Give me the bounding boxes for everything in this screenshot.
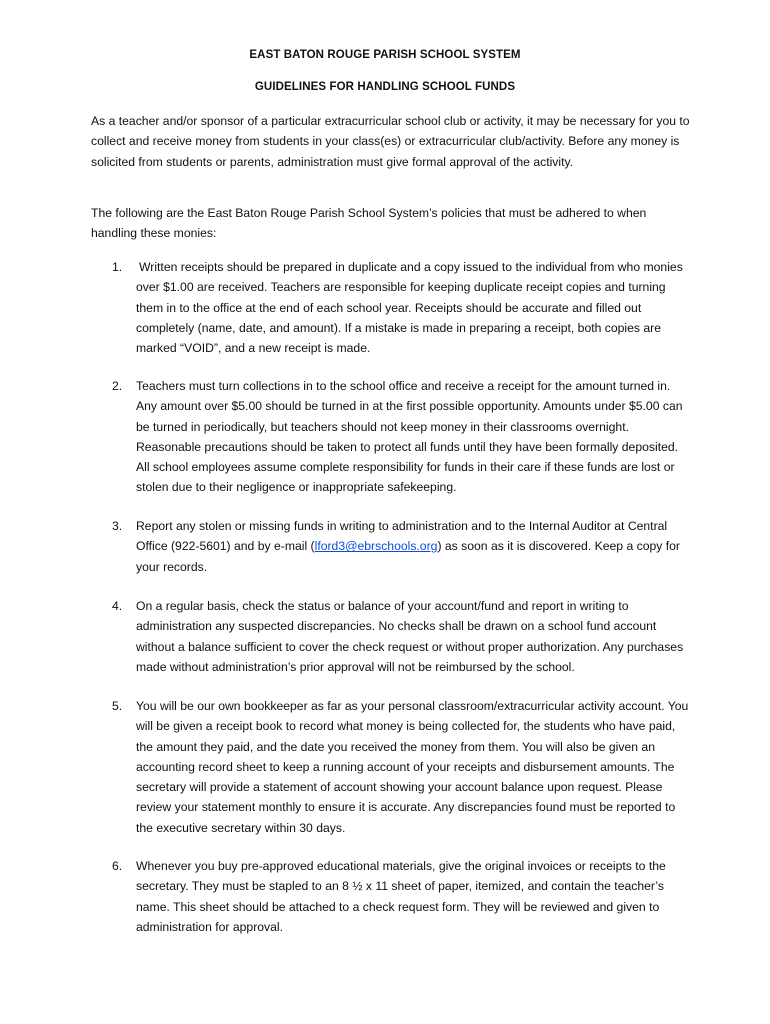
list-item-text-after: ) as soon as it is discovered. Keep a copy for your records. — [136, 539, 680, 574]
list-item-text-before: Report any stolen or missing funds in writing to administration and to the Internal Auditor at Central Office (922-5601) and by e-mail ( — [136, 519, 668, 554]
policy-paragraph: The following are the East Baton Rouge Parish School System’s policies that must be adhered to when handling these monies: — [91, 206, 647, 241]
list-item-number: 4. — [112, 599, 123, 613]
list-item-number: 6. — [112, 859, 123, 873]
list-item-text: On a regular basis, check the status or balance of your account/fund and report in writing to administration any suspected discrepancies. No checks shall be drawn on a school fund account without a balance sufficient to cover the check request or without proper authorization. Any purchases made without administration’s prior approval will not be reimbursed by the school. — [136, 599, 684, 674]
list-item-text: Teachers must turn collections in to the school office and receive a receipt for the amount turned in. Any amount over $5.00 should be turned in at the first possible opportunity. Amounts under $5.00 can be turned in periodically, but teachers should not keep money in their classrooms overnight. Reasonable precautions should be taken to protect all funds until they have been formally deposited. All school employees assume complete responsibility for funds in their care if these funds are lost or stolen due to their negligence or inappropriate safekeeping. — [136, 379, 683, 495]
auditor-email-link[interactable]: lford3@ebrschools.org — [314, 539, 438, 554]
list-item-text: Whenever you buy pre-approved educational materials, give the original invoices or receipts to the secretary. They must be stapled to an 8 ½ x 11 sheet of paper, itemized, and contain the teacher’s name. This sheet should be attached to a check request form. They will be reviewed and given to administration for approval. — [136, 859, 666, 934]
list-item-number: 5. — [112, 699, 123, 713]
list-item-text: You will be our own bookkeeper as far as your personal classroom/extracurricular activity account. You will be given a receipt book to record what money is being collected for, the students who have paid, the amount they paid, and the date you received the money from them. You will also be given an accounting record sheet to keep a running account of your receipts and disbursement amounts. The secretary will provide a statement of account showing your account balance upon request. Please review your statement monthly to ensure it is accurate. Any discrepancies found must be reported to the executive secretary within 30 days. — [136, 699, 689, 835]
list-item-text — [136, 516, 691, 577]
document-title: EAST BATON ROUGE PARISH SCHOOL SYSTEM — [249, 49, 521, 61]
list-item-number: 1. — [112, 260, 123, 274]
document-subtitle: GUIDELINES FOR HANDLING SCHOOL FUNDS — [254, 81, 516, 93]
list-item-number: 2. — [112, 379, 123, 393]
list-item-number: 3. — [112, 519, 123, 533]
intro-paragraph: As a teacher and/or sponsor of a particular extracurricular school club or activity, it may be necessary for you to collect and receive money from students in your class(es) or extracurricular club/activity. Before any money is solicited from students or parents, administration must give formal approval of the activity. — [91, 114, 690, 169]
list-item-text: Written receipts should be prepared in duplicate and a copy issued to the individual from who monies over $1.00 are received. Teachers are responsible for keeping duplicate receipt copies and turning them in to the office at the end of each school year. Receipts should be accurate and filled out completely (name, date, and amount). If a mistake is made in preparing a receipt, both copies are marked “VOID”, and a new receipt is made. — [136, 260, 683, 356]
